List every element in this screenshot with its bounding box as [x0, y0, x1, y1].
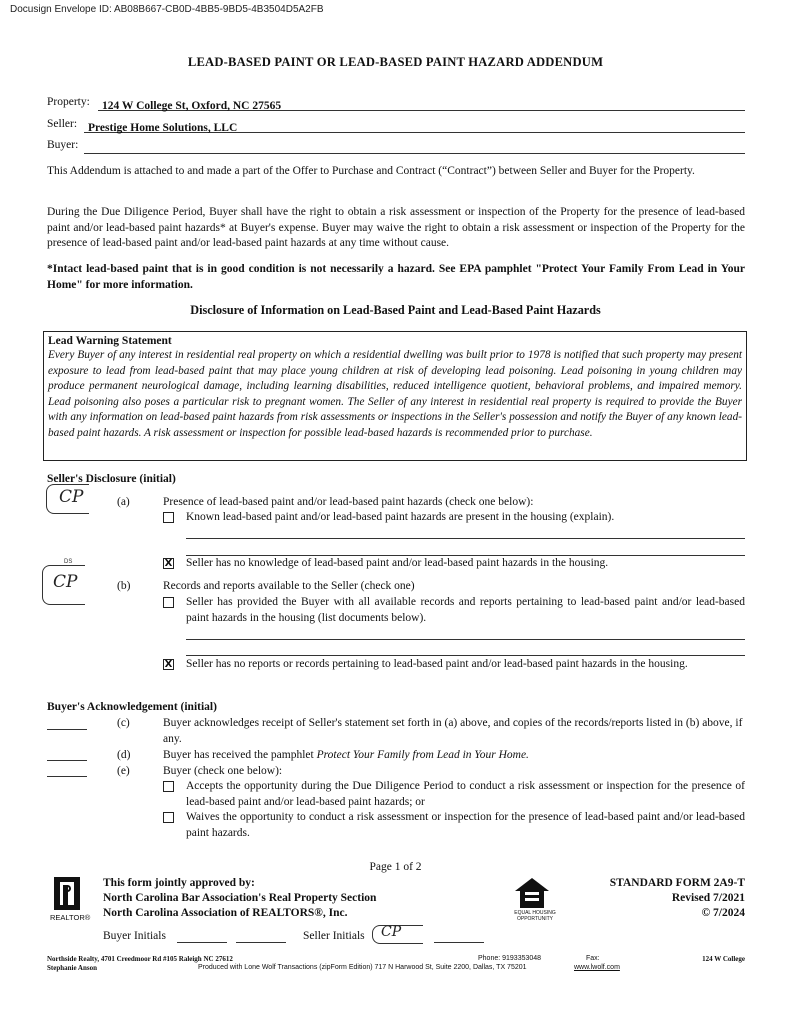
seller-initials-box-a[interactable] [46, 484, 89, 514]
due-diligence-paragraph: During the Due Diligence Period, Buyer shall have the right to obtain a risk assessment or inspection of the Property for the presence of lead-based paint and/or lead-based paint hazards* at Buyer's expense. Buyer may waive the right to obtain a risk assessment or inspection of the Property for the presence of lead-based paint and/or lead-based paint hazards at any time without cause. [47, 206, 745, 249]
envelope-id: Docusign Envelope ID: AB08B667-CB0D-4BB5-9BD5-4B3504D5A2FB [10, 4, 324, 15]
seller-initials-field-1[interactable] [372, 925, 423, 944]
e-accepts-checkbox[interactable] [163, 781, 174, 792]
a-no-knowledge-option: Seller has no knowledge of lead-based paint and/or lead-based paint hazards in the housing. [186, 557, 609, 569]
realtor-logo-icon [54, 877, 80, 910]
explain-line-1[interactable] [186, 538, 745, 539]
b-no-records-checkbox[interactable] [163, 659, 174, 670]
standard-form: STANDARD FORM 2A9-T [609, 877, 745, 889]
b-provided-option: Seller has provided the Buyer with all available records and reports pertaining to lead-based paint and/or lead-based paint hazards in the housing (list documents below). [186, 596, 745, 624]
lead-warning-box [43, 331, 747, 461]
property-label: Property: [47, 96, 90, 108]
e-waives-checkbox[interactable] [163, 812, 174, 823]
a-no-knowledge-checkbox[interactable] [163, 558, 174, 569]
e-accepts-option: Accepts the opportunity during the Due Diligence Period to conduct a risk assessment or inspection for the presence of lead-based paint and/or lead-based paint hazards; or [186, 780, 745, 808]
property-value: 124 W College St, Oxford, NC 27565 [102, 100, 282, 112]
item-e-text: Buyer (check one below): [163, 765, 283, 777]
seller-initials-signature: CP [53, 572, 78, 592]
buyer-initials-field-1[interactable] [177, 942, 227, 943]
buyer-initials-label: Buyer Initials [103, 930, 166, 942]
property-field[interactable] [98, 96, 745, 111]
seller-disclosure-heading: Seller's Disclosure (initial) [47, 473, 176, 485]
item-b-text: Records and reports available to the Seller (check one) [163, 580, 415, 592]
approved-line-1: This form jointly approved by: [103, 877, 255, 889]
equal-housing-text: EQUAL HOUSING OPPORTUNITY [514, 910, 556, 922]
document-title: LEAD-BASED PAINT OR LEAD-BASED PAINT HAZARD ADDENDUM [187, 55, 604, 69]
buyer-initial-d[interactable] [47, 760, 87, 761]
seller-value: Prestige Home Solutions, LLC [88, 122, 238, 134]
seller-initials-field-2[interactable] [434, 942, 484, 943]
brokerage-address: Northside Realty, 4701 Creedmoor Rd #105 Raleigh NC 27612 [47, 955, 233, 963]
disclosure-title: Disclosure of Information on Lead-Based Paint and Lead-Based Paint Hazards [190, 303, 601, 317]
copyright: © 7/2024 [701, 907, 745, 919]
seller-initials-label: Seller Initials [303, 930, 365, 942]
seller-initials-box-b[interactable] [42, 565, 85, 605]
item-a-label: (a) [117, 496, 130, 508]
a-known-checkbox[interactable] [163, 512, 174, 523]
e-waives-option: Waives the opportunity to conduct a risk assessment or inspection for the presence of lead-based paint and/or lead-based paint hazards. [186, 811, 745, 839]
pamphlet-title: Protect Your Family from Lead in Your Home. [316, 749, 529, 761]
seller-initials-signature: CP [59, 487, 84, 507]
item-c-label: (c) [117, 717, 130, 729]
property-short: 124 W College [702, 955, 745, 963]
item-d-text-pre: Buyer has received the pamphlet [163, 749, 317, 761]
b-provided-checkbox[interactable] [163, 597, 174, 608]
fax: Fax: [586, 955, 600, 962]
documents-line-2[interactable] [186, 655, 745, 656]
seller-initials-signature: CP [381, 924, 402, 940]
check-mark: X [164, 659, 173, 670]
documents-line-1[interactable] [186, 639, 745, 640]
item-d-text [163, 748, 529, 764]
agent-name: Stephanie Anson [47, 964, 97, 972]
buyer-initials-field-2[interactable] [236, 942, 286, 943]
revised-date: Revised 7/2021 [671, 892, 745, 904]
item-d-label: (d) [117, 749, 131, 761]
item-c-text: Buyer acknowledges receipt of Seller's statement set forth in (a) above, and copies of the records/reports listed in (b) above, if any. [163, 717, 743, 745]
item-b-label: (b) [117, 580, 131, 592]
page-number: Page 1 of 2 [369, 861, 422, 873]
addendum-paragraph: This Addendum is attached to and made a part of the Offer to Purchase and Contract (“Contract”) between Seller and Buyer for the Property. [47, 165, 695, 177]
produced-with: Produced with Lone Wolf Transactions (zipForm Edition) 717 N Harwood St, Suite 2200, Dallas, TX 75201 [198, 964, 527, 971]
seller-field[interactable] [84, 118, 745, 133]
buyer-initial-e[interactable] [47, 776, 87, 777]
buyer-field[interactable] [84, 139, 745, 154]
approved-line-3: North Carolina Association of REALTORS®, Inc. [103, 907, 348, 919]
buyer-label: Buyer: [47, 139, 79, 151]
warning-title: Lead Warning Statement [48, 335, 172, 347]
check-mark: X [164, 558, 173, 569]
intact-paint-note: *Intact lead-based paint that is in good condition is not necessarily a hazard. See EPA pamphlet "Protect Your Family From Lead in Your Home" for more information. [47, 263, 745, 291]
phone: Phone: 9193353048 [478, 955, 542, 962]
seller-label: Seller: [47, 118, 78, 130]
warning-text: Every Buyer of any interest in residential real property on which a residential dwelling was built prior to 1978 is notified that such property may present exposure to lead from lead-based paint that may place young children at risk of developing lead poisoning. Lead poisoning in young children may produce permanent neurological damage, including learning disabilities, reduced intelligence quotient, behavioral problems, and impaired memory. Lead poisoning also poses a particular risk to pregnant women. The Seller of any interest in residential real property is required to provide the Buyer with any information on lead-based paint hazards from risk assessments or inspections in the Seller's possession and notify the Buyer of any known lead-based paint hazards. A risk assessment or inspection for possible lead-based hazards is recommended prior to purchase. [48, 349, 742, 439]
item-a-text: Presence of lead-based paint and/or lead-based paint hazards (check one below): [163, 496, 534, 508]
item-e-label: (e) [117, 765, 130, 777]
a-known-option: Known lead-based paint and/or lead-based paint hazards are present in the housing (explain). [186, 511, 615, 523]
realtor-mark: REALTOR® [50, 913, 91, 922]
approved-line-2: North Carolina Bar Association's Real Property Section [103, 892, 377, 904]
docusign-tag: DS [64, 559, 73, 565]
buyer-initial-c[interactable] [47, 729, 87, 730]
b-no-records-option: Seller has no reports or records pertaining to lead-based paint and/or lead-based paint hazards in the housing. [186, 658, 688, 670]
equal-housing-icon [514, 877, 550, 909]
buyer-ack-heading: Buyer's Acknowledgement (initial) [47, 701, 217, 713]
lwolf-link[interactable]: www.lwolf.com [574, 964, 620, 971]
